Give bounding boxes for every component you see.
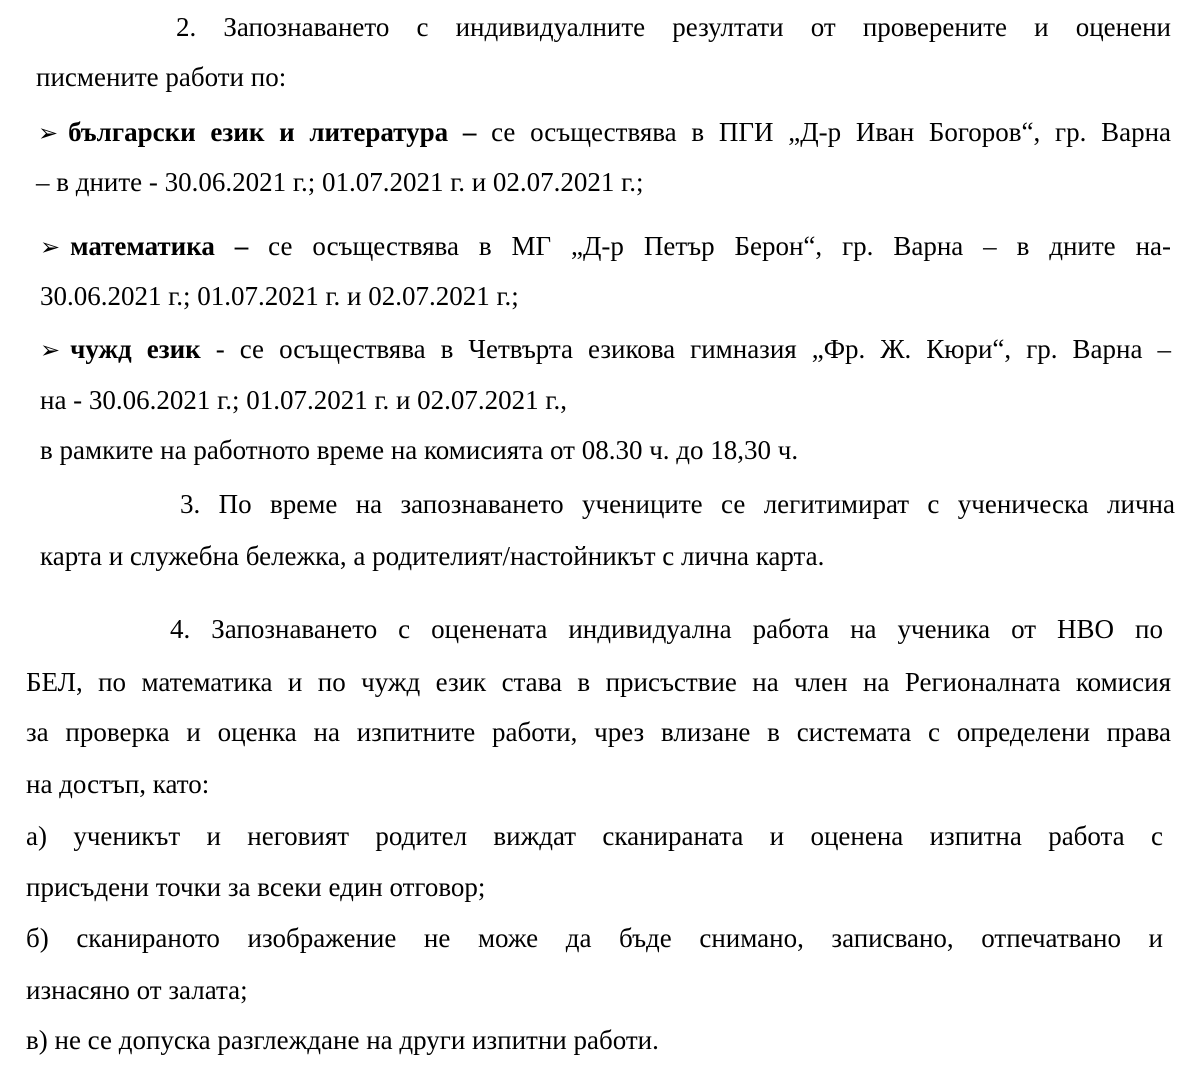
arrow-bullet-icon: ➢ bbox=[40, 235, 61, 261]
arrow-bullet-icon: ➢ bbox=[38, 121, 59, 147]
bullet-subject: български език и литература – bbox=[68, 117, 477, 147]
item-b-line2: изнасяно от залата; bbox=[26, 975, 248, 1005]
section2-line2: писмените работи по: bbox=[36, 62, 287, 92]
bullet-bel-line1 bbox=[38, 119, 1171, 146]
working-hours: в рамките на работното време на комисията от 08.30 ч. до 18,30 ч. bbox=[40, 435, 799, 465]
section3-line1: 3. По време на запознаването учениците се легитимират с ученическа лична bbox=[180, 489, 1175, 519]
bullet-bel-line2: – в дните - 30.06.2021 г.; 01.07.2021 г. и 02.07.2021 г.; bbox=[36, 167, 644, 197]
bullet-math-line1 bbox=[40, 233, 1171, 260]
bullet-text: се осъществява в ПГИ „Д-р Иван Богоров“, гр. Варна bbox=[476, 117, 1171, 147]
section3-line2: карта и служебна бележка, а родителият/настойникът с лична карта. bbox=[40, 541, 825, 571]
bullet-subject: чужд език bbox=[70, 334, 201, 364]
item-a-line1: а) ученикът и неговият родител виждат сканираната и оценена изпитна работа с bbox=[26, 821, 1163, 851]
item-b-line1: б) сканираното изображение не може да бъде снимано, записвано, отпечатвано и bbox=[26, 923, 1163, 953]
bullet-text: се осъществява в МГ „Д-р Петър Берон“, гр. Варна – в дните на- bbox=[248, 231, 1171, 261]
section4-line2: БЕЛ, по математика и по чужд език става в присъствие на член на Регионалната комисия bbox=[26, 667, 1171, 697]
section4-line1: 4. Запознаването с оценената индивидуална работа на ученика от НВО по bbox=[170, 614, 1163, 644]
arrow-bullet-icon: ➢ bbox=[40, 338, 61, 364]
section2-line1: 2. Запознаването с индивидуалните резултати от проверените и оценени bbox=[176, 12, 1171, 42]
bullet-foreign-line2: на - 30.06.2021 г.; 01.07.2021 г. и 02.07.2021 г., bbox=[40, 385, 567, 415]
bullet-subject: математика – bbox=[70, 231, 249, 261]
bullet-foreign-line1 bbox=[40, 336, 1171, 363]
item-c: в) не се допуска разглеждане на други изпитни работи. bbox=[26, 1025, 659, 1055]
bullet-math-line2: 30.06.2021 г.; 01.07.2021 г. и 02.07.2021 г.; bbox=[40, 281, 519, 311]
section4-line3: за проверка и оценка на изпитните работи, чрез влизане в системата с определени права bbox=[26, 717, 1171, 747]
item-a-line2: присъдени точки за всеки един отговор; bbox=[26, 872, 486, 902]
bullet-text: - се осъществява в Четвърта езикова гимназия „Фр. Ж. Кюри“, гр. Варна – bbox=[200, 334, 1171, 364]
section4-line4: на достъп, като: bbox=[26, 769, 210, 799]
